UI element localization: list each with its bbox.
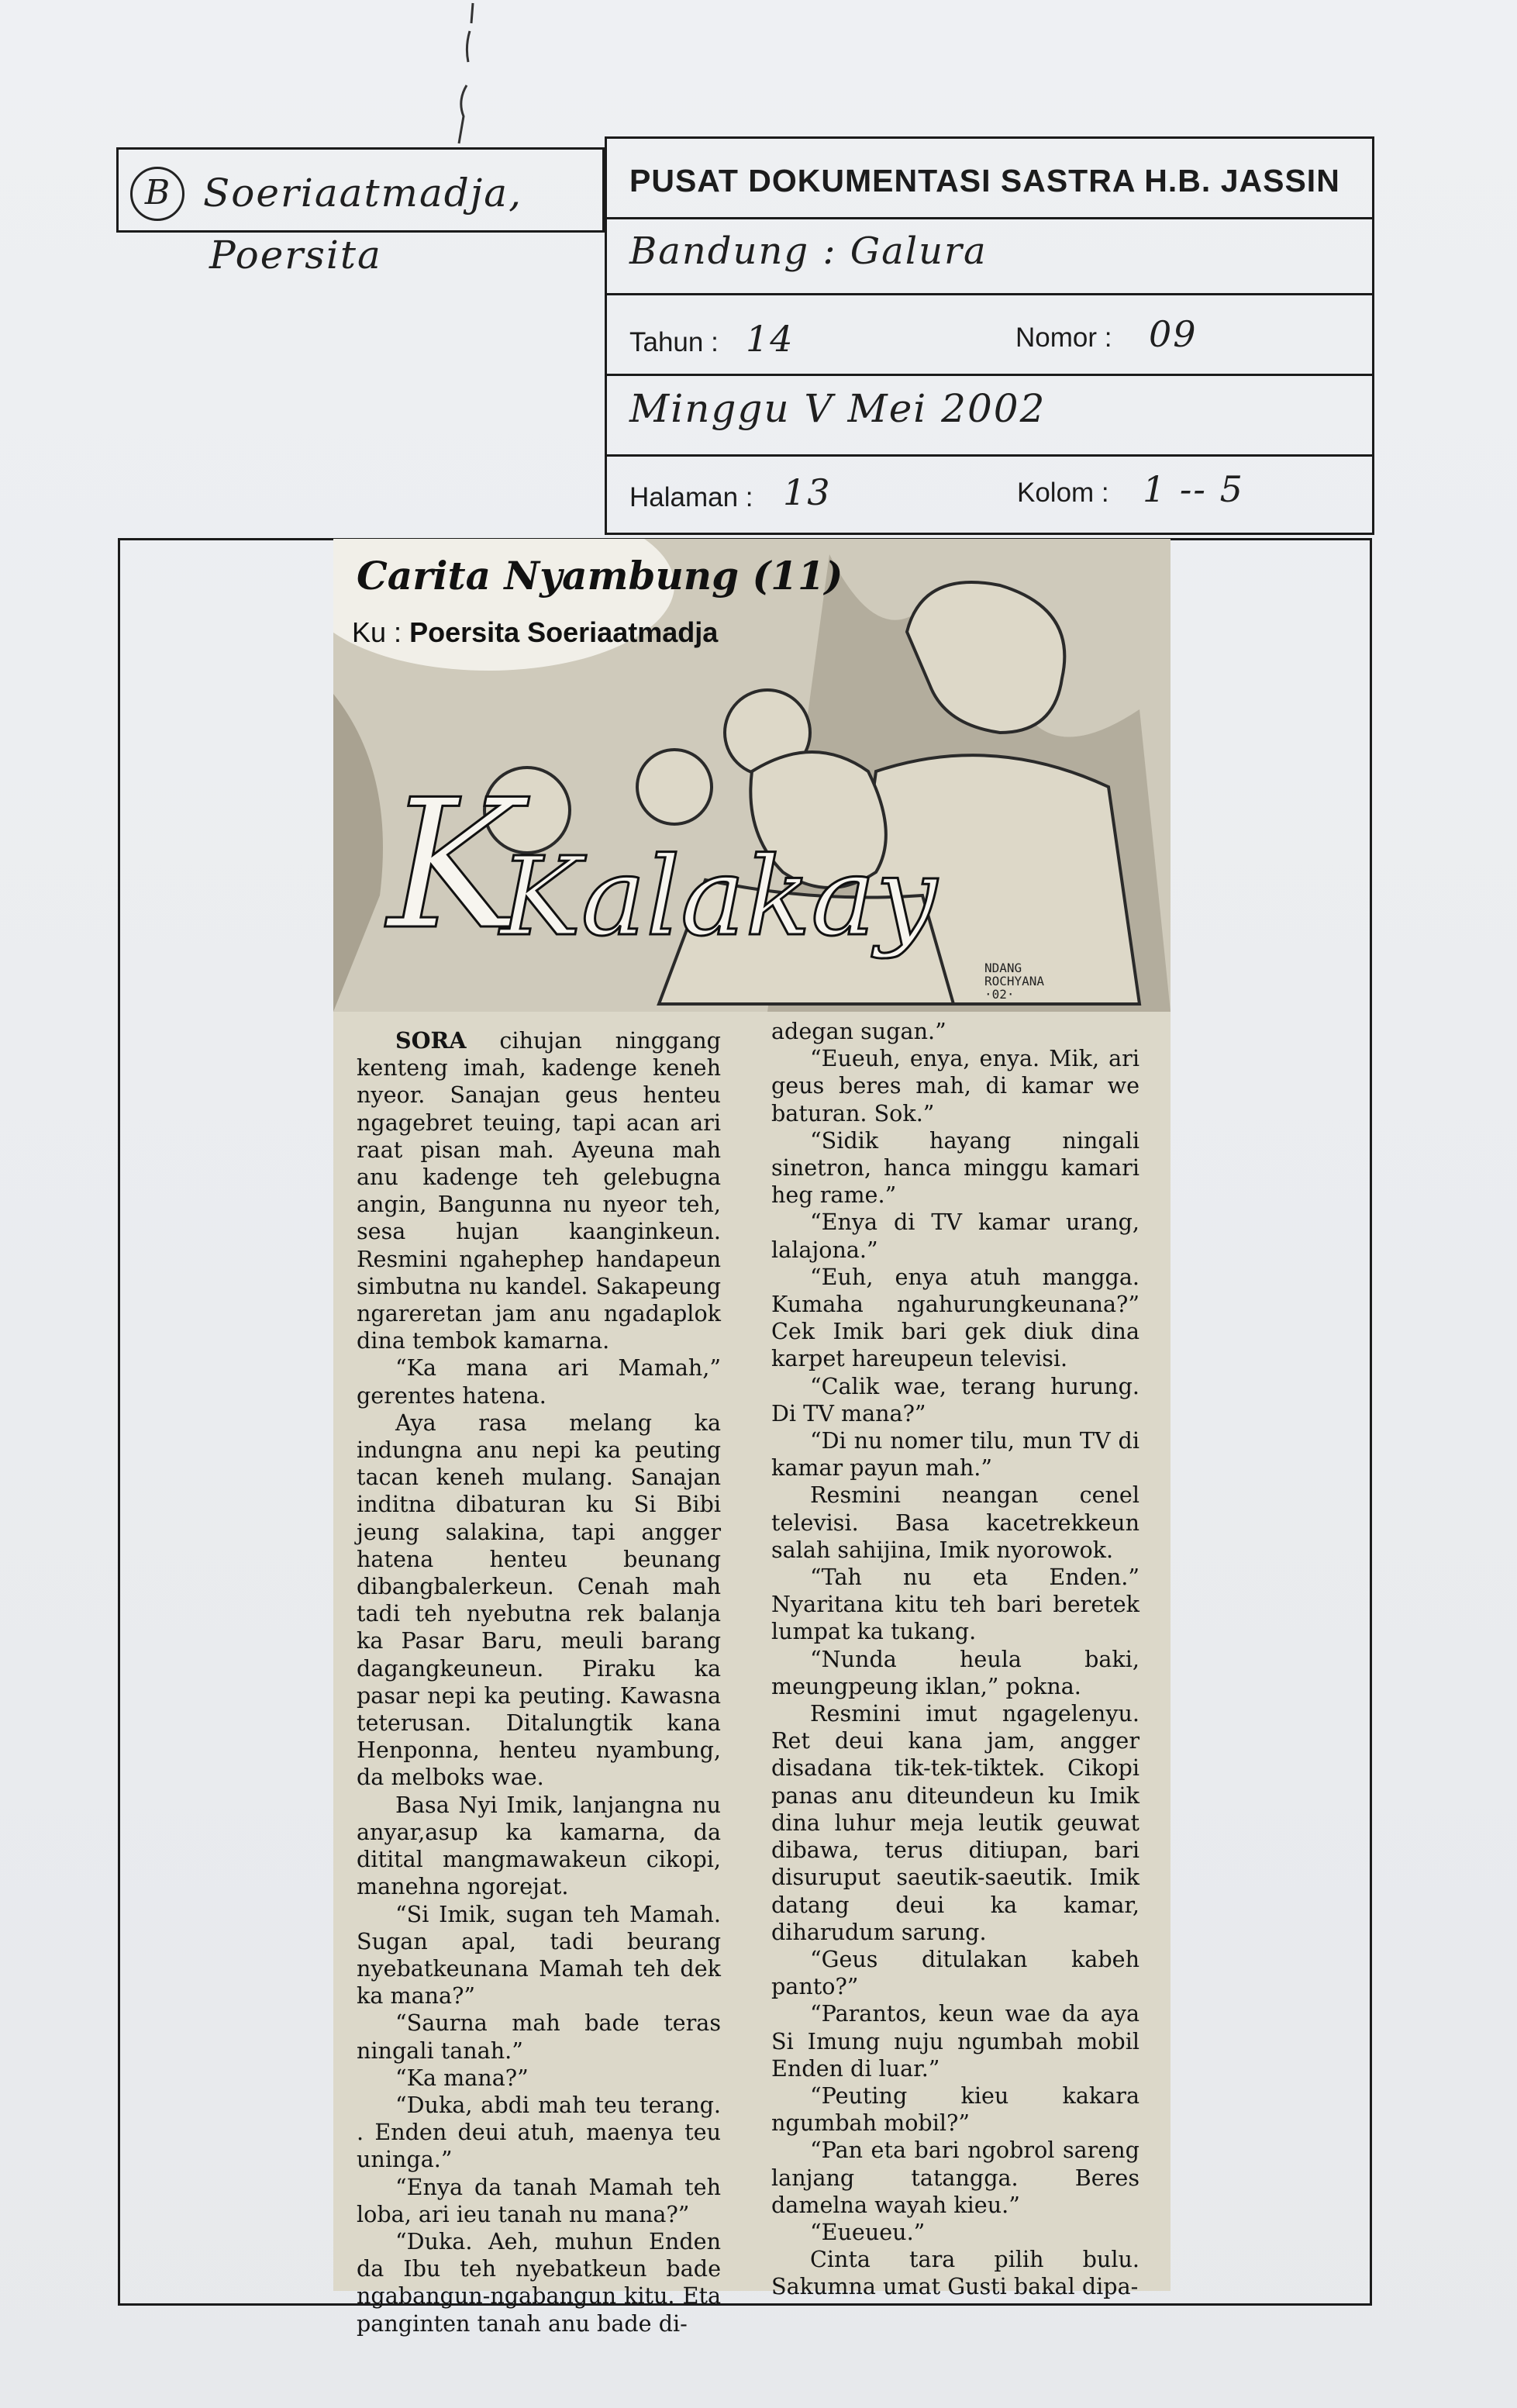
circled-letter: B	[130, 167, 184, 221]
paragraph-text: “Ka mana ari Mamah,” gerentes hatena.	[357, 1354, 721, 1409]
paragraph-text: “Tah nu eta Enden.” Nyaritana kitu teh bari beretek lumpat ka tukang.	[771, 1564, 1139, 1645]
paragraph-text: “Pan eta bari ngobrol sareng lanjang tatangga. Beres damelna wayah kieu.”	[771, 2137, 1139, 2218]
story-title: Kalakay	[500, 834, 937, 961]
paragraph-text: Cinta tara pilih bulu. Sakumna umat Gusti bakal dipa-	[771, 2246, 1139, 2300]
paragraph-text: “Duka. Aeh, muhun Enden da Ibu teh nyebatkeun bade ngabangun-ngabangun kitu. Eta panginten tanah anu bade di-	[357, 2227, 721, 2337]
illustrator-signature: NDANG ROCHYANA ·02·	[984, 961, 1045, 1002]
date-handwritten: Minggu V Mei 2002	[629, 386, 1046, 431]
byline-prefix: Ku :	[352, 616, 402, 648]
divider	[605, 374, 1372, 376]
paragraph-text: “Ka mana?”	[395, 2064, 529, 2091]
article-column-1	[357, 1027, 721, 2337]
lead-word: SORA	[395, 1027, 467, 1054]
article-paragraph	[357, 1354, 721, 1409]
paragraph-text: “Peuting kieu kakara ngumbah mobil?”	[771, 2082, 1139, 2137]
paragraph-text: Resmini imut ngagelenyu. Ret deui kana jam, angger disadana tik-tek-tiktek. Cikopi panas anu diteundeun ku Imik dina luhur meja leutik geuwat dibawa, terus ditiupan, bari disuruput saeutik-saeutik. Imik datang deui ka kamar, diharudum sarung.	[771, 1700, 1139, 1945]
paragraph-text: “Sidik hayang ningali sinetron, hanca minggu kamari heg rame.”	[771, 1126, 1139, 1209]
kolom-label: Kolom :	[1017, 478, 1109, 508]
newspaper-clipping	[333, 539, 1171, 2337]
paragraph-text: “Nunda heula baki, meungpeung iklan,” pokna.	[771, 1645, 1139, 1699]
article-paragraph	[771, 1373, 1139, 1427]
article-paragraph	[771, 1045, 1139, 1127]
divider	[605, 454, 1372, 457]
institution-name: PUSAT DOKUMENTASI SASTRA H.B. JASSIN	[629, 163, 1340, 198]
article-paragraph	[771, 1427, 1139, 1482]
paragraph-text: “Si Imik, sugan teh Mamah. Sugan apal, tadi beurang nyebatkeunana Mamah teh dek ka mana?”	[357, 1900, 721, 2010]
article-paragraph	[771, 1700, 1139, 1946]
paragraph-text: Aya rasa melang ka indungna anu nepi ka peuting tacan keneh mulang. Sanajan inditna dibaturan ku Si Bibi jeung salakina, tapi angger hatena henteu beunang dibangbalerkeun. Cenah mah tadi teh nyebutna rek balanja ka Pasar Baru, meuli barang dagangkeuneun. Piraku ka pasar nepi ka peuting. Kawasna teterusan. Ditalungtik kana Henponna, henteu nyambung, da melboks wae.	[357, 1409, 721, 1791]
article-paragraph	[357, 1792, 721, 1901]
paragraph-text: “Di nu nomer tilu, mun TV di kamar payun mah.”	[771, 1427, 1139, 1482]
paragraph-text: “Parantos, keun wae da aya Si Imung nuju ngumbah mobil Enden di luar.”	[771, 2000, 1139, 2082]
divider	[605, 217, 1372, 219]
article-paragraph	[771, 1564, 1139, 1646]
paragraph-text: “Saurna mah bade teras ningali tanah.”	[357, 2010, 721, 2064]
article-column-2	[771, 1018, 1139, 2301]
article-paragraph	[357, 2065, 721, 2092]
halaman-value: 13	[783, 471, 832, 513]
article-paragraph	[357, 1409, 721, 1792]
illustration	[333, 539, 1171, 1012]
byline	[352, 616, 718, 649]
kolom-value: 1 -- 5	[1143, 468, 1244, 510]
article-paragraph	[357, 1901, 721, 2010]
paragraph-text: cihujan ninggang kenteng imah, kadenge keneh nyeor. Sanajan geus henteu ngagebret teuing, tapi acan ari raat pisan mah. Ayeuna mah anu kadenge teh gelebugna angin, Bangunna nu nyeor teh, sesa hujan kaanginkeun. Resmini ngahephep handapeun simbutna nu kandel. Sakapeung ngareretan jam anu ngadaplok dina tembok kamarna.	[357, 1027, 721, 1354]
nomor-label: Nomor :	[1015, 323, 1112, 353]
article-paragraph	[771, 2246, 1139, 2300]
article-paragraph	[771, 2082, 1139, 2137]
paragraph-text: adegan sugan.”	[771, 1018, 946, 1044]
paragraph-text: “Geus ditulakan kabeh panto?”	[771, 1945, 1139, 2000]
article-paragraph	[357, 2092, 721, 2174]
article-paragraph	[357, 2174, 721, 2228]
tahun-value: 14	[746, 318, 795, 360]
article-paragraph	[357, 1027, 721, 1354]
illustration-drawing	[333, 539, 1171, 1012]
pencil-scribble	[419, 0, 504, 147]
story-title-letter-k: K	[388, 762, 521, 969]
paragraph-text: “Enya da tanah Mamah teh loba, ari ieu tanah nu mana?”	[357, 2173, 721, 2227]
article-paragraph	[771, 2137, 1139, 2219]
article-paragraph	[771, 2219, 1139, 2246]
article-paragraph	[771, 1646, 1139, 1700]
paragraph-text: “Calik wae, terang hurung. Di TV mana?”	[771, 1372, 1139, 1427]
halaman-label: Halaman :	[629, 482, 753, 512]
article-paragraph	[771, 1127, 1139, 1209]
series-title: Carita Nyambung (11)	[357, 553, 843, 599]
paragraph-text: “Duka, abdi mah teu terang. . Enden deui atuh, maenya teu uninga.”	[357, 2091, 721, 2173]
article-paragraph	[771, 1482, 1139, 1564]
article-paragraph	[771, 1946, 1139, 2000]
byline-author: Poersita Soeriaatmadja	[409, 616, 719, 648]
paragraph-text: Resmini neangan cenel televisi. Basa kacetrekkeun salah sahijina, Imik nyorowok.	[771, 1482, 1139, 1563]
paragraph-text: Basa Nyi Imik, lanjangna nu anyar,asup ka kamarna, da ditital mangmawakeun cikopi, manehna ngorejat.	[357, 1791, 721, 1900]
divider	[605, 147, 607, 530]
tahun-label: Tahun :	[629, 327, 719, 357]
author-handwritten: Soeriaatmadja,	[203, 171, 522, 216]
article-paragraph	[771, 1209, 1139, 1263]
divider	[605, 293, 1372, 295]
article-paragraph	[771, 1018, 1139, 1045]
article-paragraph	[771, 1264, 1139, 1373]
author-handwritten-given: Poersita	[209, 233, 382, 278]
paragraph-text: “Euh, enya atuh mangga. Kumaha ngahurungkeunana?” Cek Imik bari gek diuk dina karpet hareupeun televisi.	[771, 1263, 1139, 1372]
nomor-value: 09	[1149, 313, 1198, 355]
article-paragraph	[357, 2228, 721, 2337]
paragraph-text: “Eueueu.”	[810, 2218, 926, 2245]
publication-handwritten: Bandung : Galura	[629, 229, 988, 273]
paragraph-text: “Enya di TV kamar urang, lalajona.”	[771, 1209, 1139, 1263]
article-paragraph	[771, 2000, 1139, 2082]
paragraph-text: “Eueuh, enya, enya. Mik, ari geus beres mah, di kamar we baturan. Sok.”	[771, 1045, 1139, 1126]
article-paragraph	[357, 2010, 721, 2064]
